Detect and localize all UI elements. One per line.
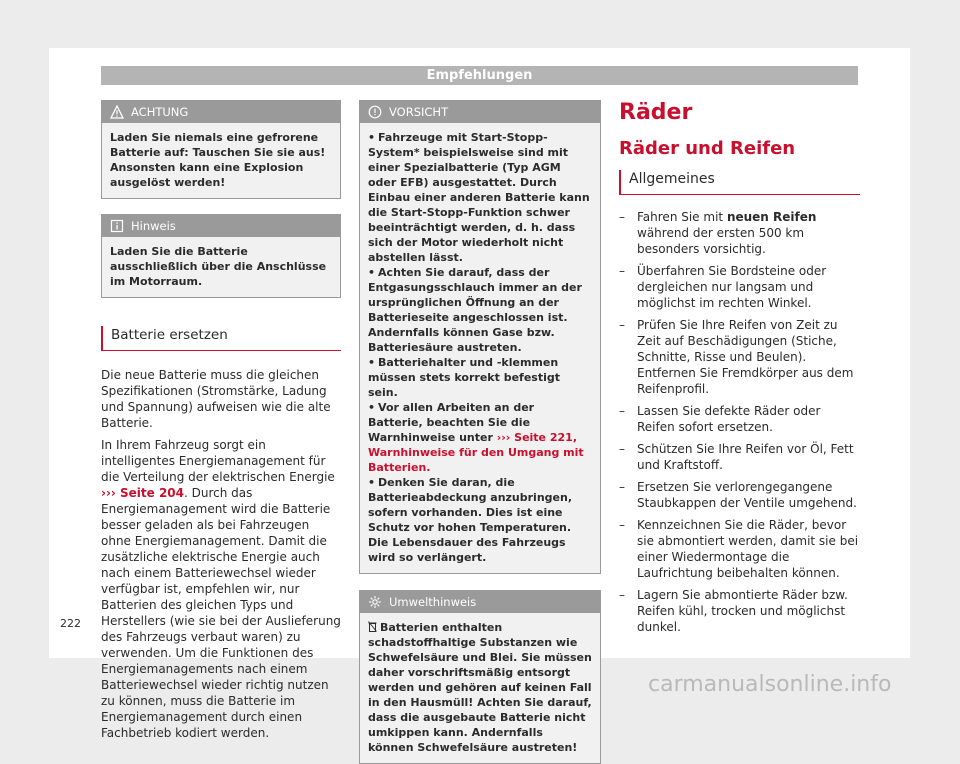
achtung-header bbox=[102, 101, 340, 123]
page-header: Empfehlungen bbox=[101, 66, 858, 85]
list-item: – Fahren Sie mit neuen Reifen während der ersten 500 km besonders vorsichtig. bbox=[619, 210, 817, 256]
vorsicht-item-3: • Batteriehalter und -klemmen müssen stets korrekt befestigt sein. bbox=[368, 356, 560, 399]
recycling-bin-icon bbox=[368, 621, 377, 632]
chapter-title: Räder bbox=[619, 100, 693, 125]
vorsicht-item-2: • Achten Sie darauf, dass der Entgasungsschlauch immer an der ursprünglichen Öffnung an der Batterieseite angeschlossen ist. Andernfalls können Gase bzw. Batteriesäure austreten. bbox=[368, 266, 582, 354]
batterie-paragraph-2 bbox=[101, 437, 341, 741]
vorsicht-item-1: • Fahrzeuge mit Start-Stopp-System* beispielsweise sind mit einer Spezialbatterie (Typ AGM oder EFB) ausgestattet. Durch Einbau einer anderen Batterie kann die Start-Stopp-Funktion schwer beeinträchtigt werden, d. h. dass sich der Motor wiederholt nicht abstellen lässt. bbox=[368, 131, 590, 264]
umwelt-header bbox=[360, 591, 600, 613]
list-item: – Kennzeichnen Sie die Räder, bevor sie abmontiert werden, damit sie bei einer Wiedermontage die Laufrichtung beibehalten können. bbox=[619, 518, 859, 580]
umwelt-title: Umwelthinweis bbox=[389, 595, 477, 609]
hinweis-header bbox=[102, 215, 340, 237]
warnhinweise-link-text: , Warnhinweise für den Umgang mit Batterien. bbox=[368, 431, 584, 474]
batterie-p2-end: . Durch das Energiemanagement wird die Batterie besser geladen als bei Fahrzeugen ohne Energiemanagement. Damit die zusätzliche elektrische Energie auch nach einem Batteriewechsel wieder verfügbar ist, empfehlen wir, nur Batterien des gleichen Typs und Herstellers (wie sie bei der Auslieferung des Fahrzeugs verbaut waren) zu verwenden. Um die Funktionen des Energiemanagements nach einem Batteriewechsel wieder richtig nutzen zu können, muss die Batterie im Energiemanagement durch einen Fachbetrieb kodiert werden. bbox=[101, 486, 341, 740]
watermark: carmanualsonline.info bbox=[648, 672, 892, 697]
vorsicht-title: VORSICHT bbox=[389, 105, 449, 119]
achtung-box bbox=[101, 100, 341, 199]
hinweis-title: Hinweis bbox=[131, 219, 176, 233]
batterie-body bbox=[101, 367, 341, 741]
column-left bbox=[101, 100, 341, 747]
list-item: – Ersetzen Sie verlorengegangene Staubkappen der Ventile umgehend. bbox=[619, 480, 857, 510]
hinweis-box bbox=[101, 214, 341, 298]
vorsicht-header bbox=[360, 101, 600, 123]
caution-icon bbox=[368, 105, 382, 119]
page-number: 222 bbox=[60, 617, 81, 630]
warning-icon bbox=[110, 105, 124, 119]
section-title-batterie: Batterie ersetzen bbox=[101, 326, 341, 351]
hinweis-text: Laden Sie die Batterie ausschließlich über die Anschlüsse im Motorraum. bbox=[110, 245, 327, 288]
batterie-p2-start: In Ihrem Fahrzeug sorgt ein intelligentes Energiemanagement für die Verteilung der elektrischen Energie bbox=[101, 438, 335, 484]
achtung-title: ACHTUNG bbox=[131, 105, 189, 119]
umwelt-box bbox=[359, 590, 601, 764]
list-item: – Schützen Sie Ihre Reifen vor Öl, Fett und Kraftstoff. bbox=[619, 442, 854, 472]
list-item: – Prüfen Sie Ihre Reifen von Zeit zu Zeit auf Beschädigungen (Stiche, Schnitte, Risse und Beulen). Entfernen Sie Fremdkörper aus dem Reifenprofil. bbox=[619, 318, 854, 396]
umwelt-text: Batterien enthalten schadstoffhaltige Substanzen wie Schwefelsäure und Blei. Sie müssen daher vorschriftsmäßig entsorgt werden und gehören auf keinen Fall in den Hausmüll! Achten Sie darauf, dass die ausgebaute Batterie nicht umkippen kann. Andernfalls können Schwefelsäure austreten! bbox=[368, 621, 592, 754]
achtung-text: Laden Sie niemals eine gefrorene Batterie auf: Tauschen Sie sie aus! Ansonsten kann eine Explosion ausgelöst werden! bbox=[110, 131, 326, 189]
section-title-allgemeines: Allgemeines bbox=[619, 170, 860, 195]
vorsicht-item-5: • Denken Sie daran, die Batterieabdeckung anzubringen, sofern vorhanden. Dies ist eine Schutz vor hohen Temperaturen. Die Lebensdauer des Fahrzeugs wird so verlängert. bbox=[368, 476, 573, 564]
raeder-list bbox=[619, 209, 860, 635]
batterie-paragraph-1: Die neue Batterie muss die gleichen Spezifikationen (Stromstärke, Ladung und Spannung) aufweisen wie die alte Batterie. bbox=[101, 368, 331, 430]
column-right bbox=[619, 100, 860, 641]
list-item: – Lagern Sie abmontierte Räder bzw. Reifen kühl, trocken und möglichst dunkel. bbox=[619, 588, 848, 634]
subchapter-title: Räder und Reifen bbox=[619, 138, 796, 159]
link-seite-204[interactable]: ››› Seite 204 bbox=[101, 486, 185, 500]
list-item: – Überfahren Sie Bordsteine oder dergleichen nur langsam und möglichst im rechten Winkel. bbox=[619, 264, 827, 310]
link-seite-221[interactable]: ››› Seite 221 bbox=[496, 431, 573, 444]
vorsicht-box bbox=[359, 100, 601, 574]
vorsicht-item-4: • Vor allen Arbeiten an der Batterie, beachten Sie die Warnhinweise unter ››› Seite 221, Warnhinweise für den Umgang mit Batterien. bbox=[368, 401, 584, 474]
environment-icon bbox=[368, 595, 382, 609]
info-icon bbox=[110, 219, 124, 233]
list-item: – Lassen Sie defekte Räder oder Reifen sofort ersetzen. bbox=[619, 404, 821, 434]
column-middle bbox=[359, 100, 601, 764]
